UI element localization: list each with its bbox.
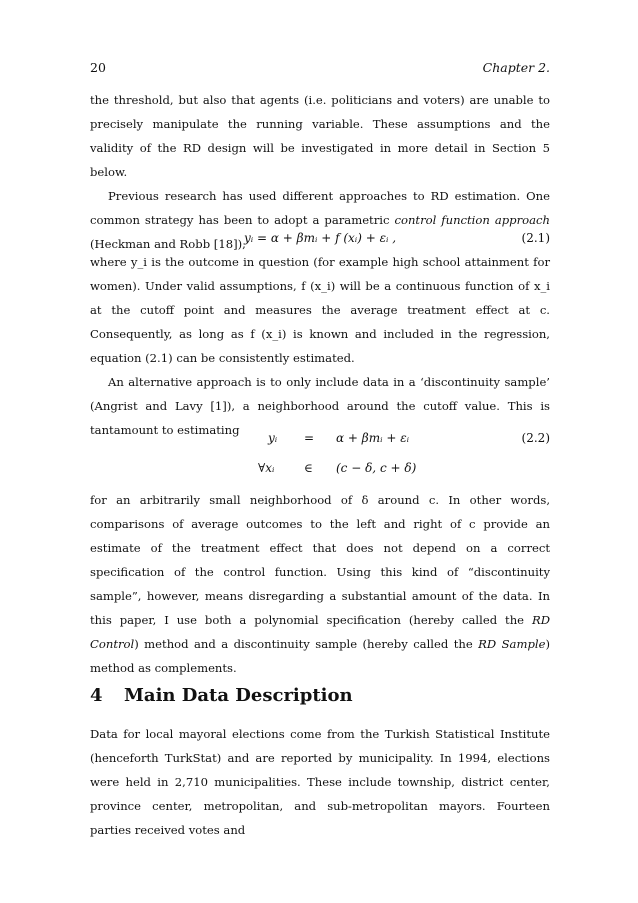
equation-2-1-number: (2.1) bbox=[521, 231, 550, 245]
paragraph-5-text-b: ) method and a discontinuity sample (hereby called the bbox=[134, 637, 479, 651]
equation-2-1-expr: yᵢ = α + βmᵢ + f (xᵢ) + εᵢ , bbox=[244, 231, 397, 245]
eq-2-2-row1-lhs: yᵢ bbox=[268, 431, 278, 445]
paragraph-5-emphasis-1: RD Control bbox=[90, 613, 550, 651]
paragraph-1: the threshold, but also that agents (i.e. politicians and voters) are unable to precisely manipulate the running variable. These assumptions and the validity of the RD design will be investigated in more detail in Section 5 below. bbox=[90, 93, 550, 179]
eq-2-2-row2-rel: ∈ bbox=[304, 461, 313, 475]
chapter-label: Chapter 2. bbox=[482, 60, 550, 75]
body-text-mid bbox=[90, 250, 550, 442]
paragraph-4: An alternative approach is to only include data in a ‘discontinuity sample’ (Angrist and Lavy [1]), a neighborhood around the cutoff value. This is tantamount to estimating bbox=[90, 375, 550, 437]
equation-2-1 bbox=[90, 226, 550, 250]
paragraph-6: Data for local mayoral elections come from the Turkish Statistical Institute (henceforth TurkStat) and are reported by municipality. In 1994, elections were held in 2,710 municipalities. These include township, district center, province center, metropolitan, and sub-metropolitan mayors. Fourteen parties received votes and bbox=[90, 727, 550, 837]
paragraph-2-text-b: (Heckman and Robb [18]), bbox=[90, 237, 246, 251]
section-title: Main Data Description bbox=[124, 685, 353, 706]
page-number: 20 bbox=[90, 60, 106, 75]
eq-2-2-row1-rhs: α + βmᵢ + εᵢ bbox=[336, 431, 410, 445]
paragraph-2-text-a: Previous research has used different approaches to RD estimation. One common strategy has been to adopt a parametric bbox=[90, 189, 550, 227]
body-text-lower bbox=[90, 488, 550, 680]
body-text-section bbox=[90, 722, 550, 842]
section-heading bbox=[90, 685, 353, 706]
paragraph-5-text-a: for an arbitrarily small neighborhood of δ around c. In other words, comparisons of average outcomes to the left and right of c provide an estimate of the treatment effect that does not depend on a correct specification of the control function. Using this kind of “discontinuity sample”, however, means disregarding a substantial amount of the data. In this paper, I use both a polynomial specification (hereby called the bbox=[90, 493, 550, 627]
paragraph-2-emphasis: control function approach bbox=[394, 213, 550, 227]
eq-2-2-row2-lhs: ∀xᵢ bbox=[258, 461, 275, 475]
paragraph-5-emphasis-2: RD Sample bbox=[478, 637, 546, 651]
paragraph-5 bbox=[90, 488, 550, 680]
eq-2-2-row2-rhs: (c − δ, c + δ) bbox=[336, 461, 417, 475]
eq-2-2-row1-rel: = bbox=[304, 431, 315, 445]
equation-2-2-number: (2.2) bbox=[521, 431, 550, 445]
paragraph-5-text-c: ) method as complements. bbox=[90, 637, 550, 675]
paragraph-3: where y_i is the outcome in question (for example high school attainment for women). Under valid assumptions, f (x_i) will be a continuous function of x_i at the cutoff point and measures the average treatment effect at c. Consequently, as long as f (x_i) is known and included in the regression, equation (2.1) can be consistently estimated. bbox=[90, 255, 550, 365]
equation-2-2 bbox=[90, 426, 550, 480]
section-number: 4 bbox=[90, 685, 103, 706]
